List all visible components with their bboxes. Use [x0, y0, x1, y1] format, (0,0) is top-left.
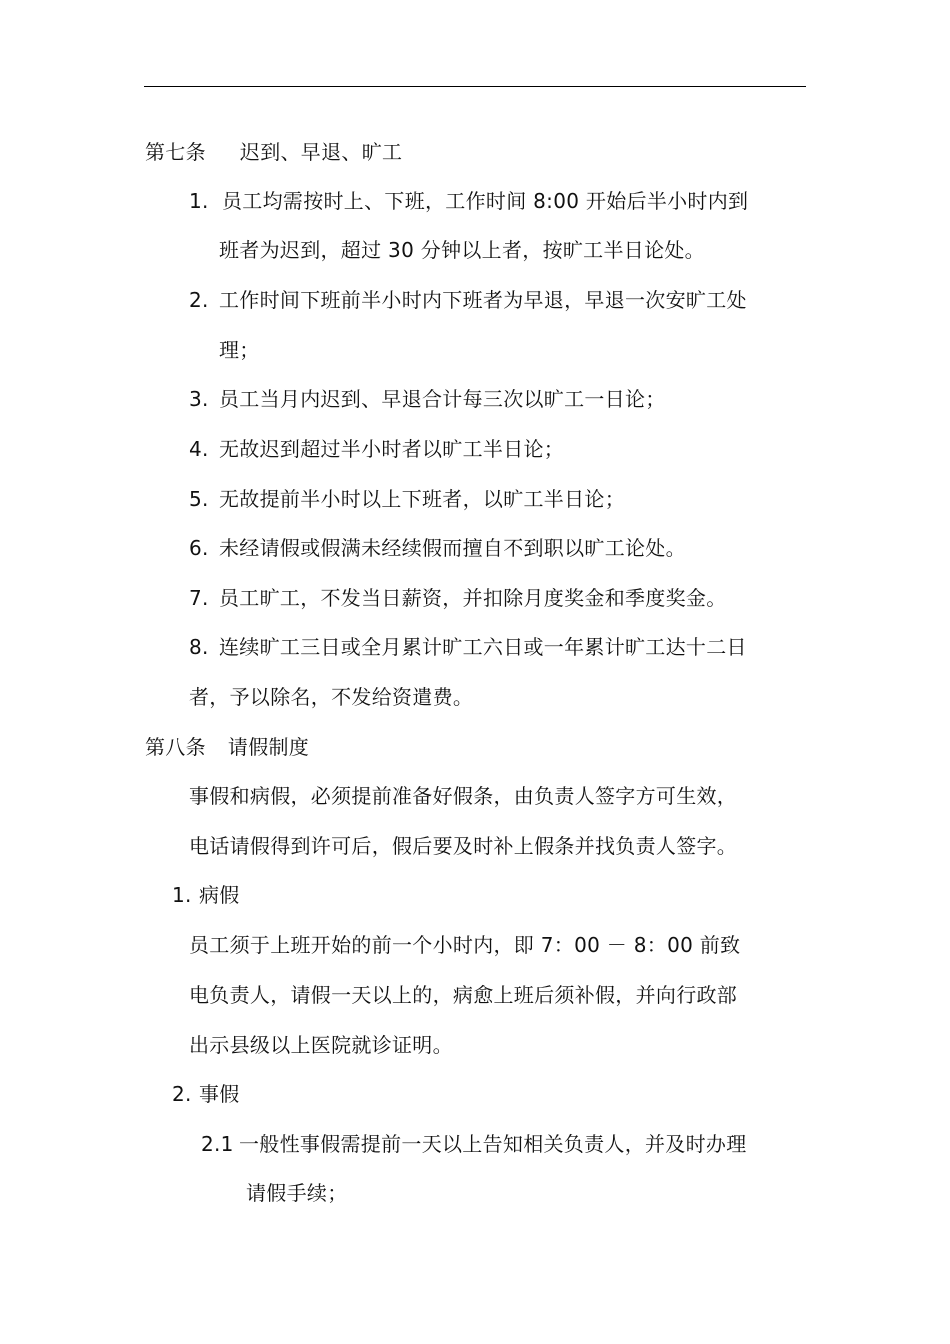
list-item-number: 3. — [189, 387, 209, 411]
list-item-number: 7. — [189, 586, 209, 610]
article-7-number: 第七条 — [145, 140, 206, 164]
list-item — [189, 485, 625, 513]
list-item-number: 4. — [189, 437, 209, 461]
list-item-continuation: 者，予以除名，不发给资遣费。 — [189, 685, 474, 709]
header-rule — [144, 86, 806, 87]
list-item-text: 连续旷工三日或全月累计旷工六日或一年累计旷工达十二日 — [219, 635, 747, 659]
article-7-title: 迟到、早退、旷工 — [239, 140, 403, 164]
article-8-number: 第八条 — [145, 735, 206, 759]
list-item — [189, 187, 748, 215]
article-8-title: 请假制度 — [227, 735, 310, 759]
paragraph-line: 电话请假得到许可后，假后要及时补上假条并找负责人签字。 — [189, 834, 738, 858]
list-item-text: 无故迟到超过半小时者以旷工半日论； — [219, 437, 565, 461]
list-item-text: 员工均需按时上、下班，工作时间 8:00 开始后半小时内到 — [222, 189, 749, 213]
paragraph-line: 电负责人，请假一天以上的，病愈上班后须补假，并向行政部 — [189, 983, 738, 1007]
list-item-number: 6. — [189, 536, 209, 560]
list-item-text: 无故提前半小时以上下班者，以旷工半日论； — [219, 487, 625, 511]
list-item-continuation: 理； — [219, 338, 260, 362]
list-item-number: 2. — [189, 288, 209, 312]
list-item-continuation: 班者为迟到，超过 30 分钟以上者，按旷工半日论处。 — [219, 238, 705, 262]
article-7-heading — [145, 138, 402, 166]
list-item — [189, 385, 666, 413]
paragraph-line: 出示县级以上医院就诊证明。 — [189, 1033, 453, 1057]
list-item-text: 工作时间下班前半小时内下班者为早退，早退一次安旷工处 — [219, 288, 747, 312]
list-item-text: 员工旷工，不发当日薪资，并扣除月度奖金和季度奖金。 — [219, 586, 727, 610]
section-title: 事假 — [199, 1082, 240, 1106]
section-heading-personal-leave — [172, 1080, 240, 1108]
list-item-text: 未经请假或假满未经续假而擅自不到职以旷工论处。 — [219, 536, 686, 560]
list-item — [189, 584, 727, 612]
section-number: 1. — [172, 883, 192, 907]
list-item-number: 1. — [189, 189, 209, 213]
list-item-number: 8. — [189, 635, 209, 659]
list-item-number: 5. — [189, 487, 209, 511]
article-8-heading — [145, 733, 309, 761]
list-item — [189, 633, 747, 661]
list-item — [189, 534, 686, 562]
sub-item-text: 一般性事假需提前一天以上告知相关负责人，并及时办理 — [239, 1132, 747, 1156]
section-title: 病假 — [199, 883, 240, 907]
list-item — [189, 286, 747, 314]
sub-item — [201, 1130, 747, 1158]
list-item-text: 员工当月内迟到、早退合计每三次以旷工一日论； — [219, 387, 666, 411]
paragraph-line: 事假和病假，必须提前准备好假条，由负责人签字方可生效， — [189, 784, 738, 808]
section-heading-sick-leave — [172, 881, 240, 909]
section-number: 2. — [172, 1082, 192, 1106]
paragraph-line: 员工须于上班开始的前一个小时内，即 7：00 － 8：00 前致 — [189, 933, 741, 957]
sub-item-number: 2.1 — [201, 1132, 234, 1156]
list-item — [189, 435, 564, 463]
sub-item-continuation: 请假手续； — [246, 1181, 348, 1205]
